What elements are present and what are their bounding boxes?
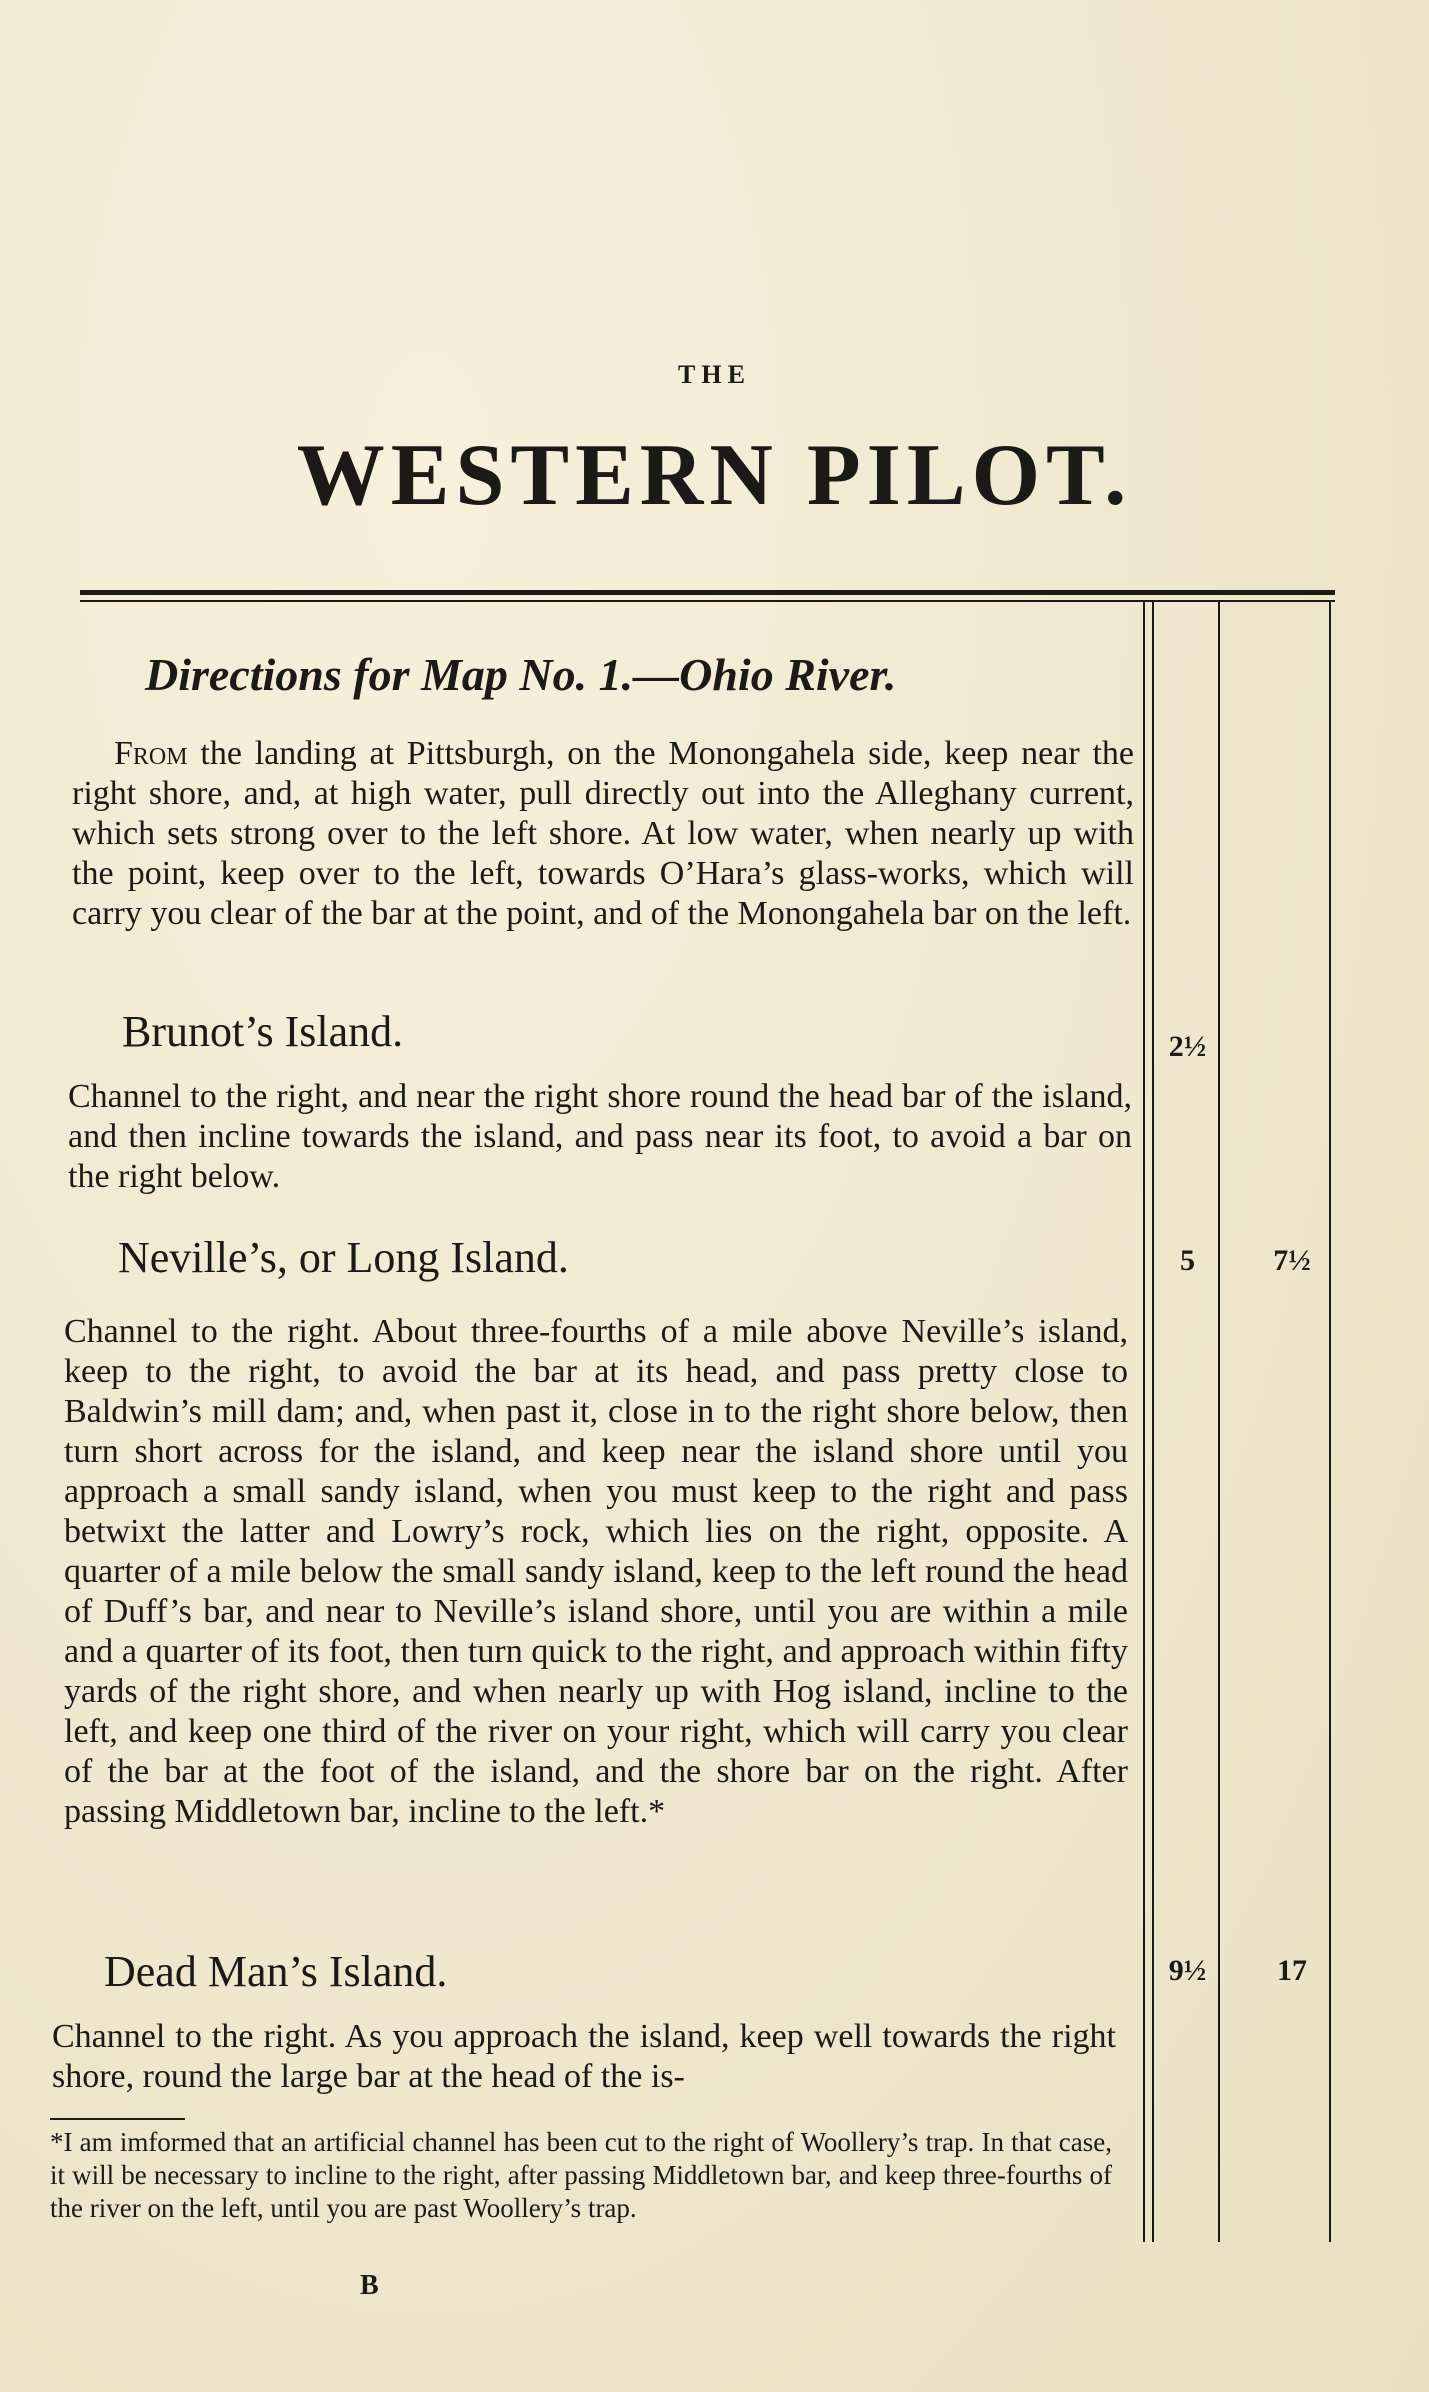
distance-value: 9½ bbox=[1168, 1954, 1207, 1987]
cumulative-distance-value: 7½ bbox=[1273, 1244, 1311, 1277]
section-paragraph: Channel to the right, and near the right shore round the head bar of the island, and then incline towards the island, and pass near its foot, to avoid a bar on the right below. bbox=[68, 1078, 1132, 1195]
column-line-3 bbox=[1218, 602, 1220, 2242]
footnote-rule bbox=[50, 2118, 185, 2120]
section-heading: Neville’s, or Long Island. bbox=[118, 1233, 569, 1282]
distance-value: 5 bbox=[1180, 1244, 1195, 1277]
section-heading: Dead Man’s Island. bbox=[104, 1947, 448, 1996]
header-rule-thin bbox=[80, 600, 1335, 602]
section-paragraph: Channel to the right. About three-fourths of a mile above Neville’s island, keep to the right, to avoid the bar at its head, and pass pretty close to Baldwin’s mill dam; and, when past it, close in to the right shore below, then turn short across for the island, and keep near the island shore until you approach a small sandy island, when you must keep to the right and pass betwixt the latter and Lowry’s rock, which lies on the right, opposite. A quarter of a mile below the small sandy island, keep to the left round the head of Duff’s bar, and near to Neville’s island shore, until you are within a mile and a quarter of its foot, then turn quick to the right, and approach within fifty yards of the right shore, and when nearly up with Hog island, incline to the left, and keep one third of the river on your right, which will carry you clear of the bar at the foot of the island, and the shore bar on the right. After passing Middletown bar, incline to the left.* bbox=[64, 1313, 1128, 1830]
section-heading: Brunot’s Island. bbox=[122, 1007, 404, 1056]
page-title: WESTERN PILOT. bbox=[296, 427, 1133, 524]
signature-mark: B bbox=[360, 2270, 379, 2301]
intro-paragraph bbox=[72, 734, 1134, 934]
section-paragraph: Channel to the right. As you approach the island, keep well towards the right shore, round the large bar at the head of the is- bbox=[52, 2018, 1116, 2095]
intro-lead-word: From bbox=[114, 735, 188, 772]
column-line-1 bbox=[1143, 602, 1145, 2242]
intro-text: the landing at Pittsburgh, on the Monongahela side, keep near the right shore, and, at high water, pull directly out into the Alleghany current, which sets strong over to the left shore. At low water, when nearly up with the point, keep over to the left, towards O’Hara’s glass-works, which will carry you clear of the bar at the point, and of the Monongahela bar on the left. bbox=[72, 735, 1134, 932]
title-prefix: THE bbox=[678, 360, 751, 389]
cumulative-distance-value: 17 bbox=[1277, 1954, 1307, 1987]
header-rule-thick bbox=[80, 590, 1335, 595]
column-line-4 bbox=[1329, 602, 1331, 2242]
directions-heading: Directions for Map No. 1.—Ohio River. bbox=[145, 649, 897, 700]
footnote: *I am imformed that an artificial channel has been cut to the right of Woollery’s trap. In that case, it will be necessary to incline to the right, after passing Middletown bar, and keep three-fourths of the river on the left, until you are past Woollery’s trap. bbox=[50, 2127, 1112, 2223]
distance-value: 2½ bbox=[1168, 1030, 1207, 1063]
column-line-2 bbox=[1152, 602, 1154, 2242]
